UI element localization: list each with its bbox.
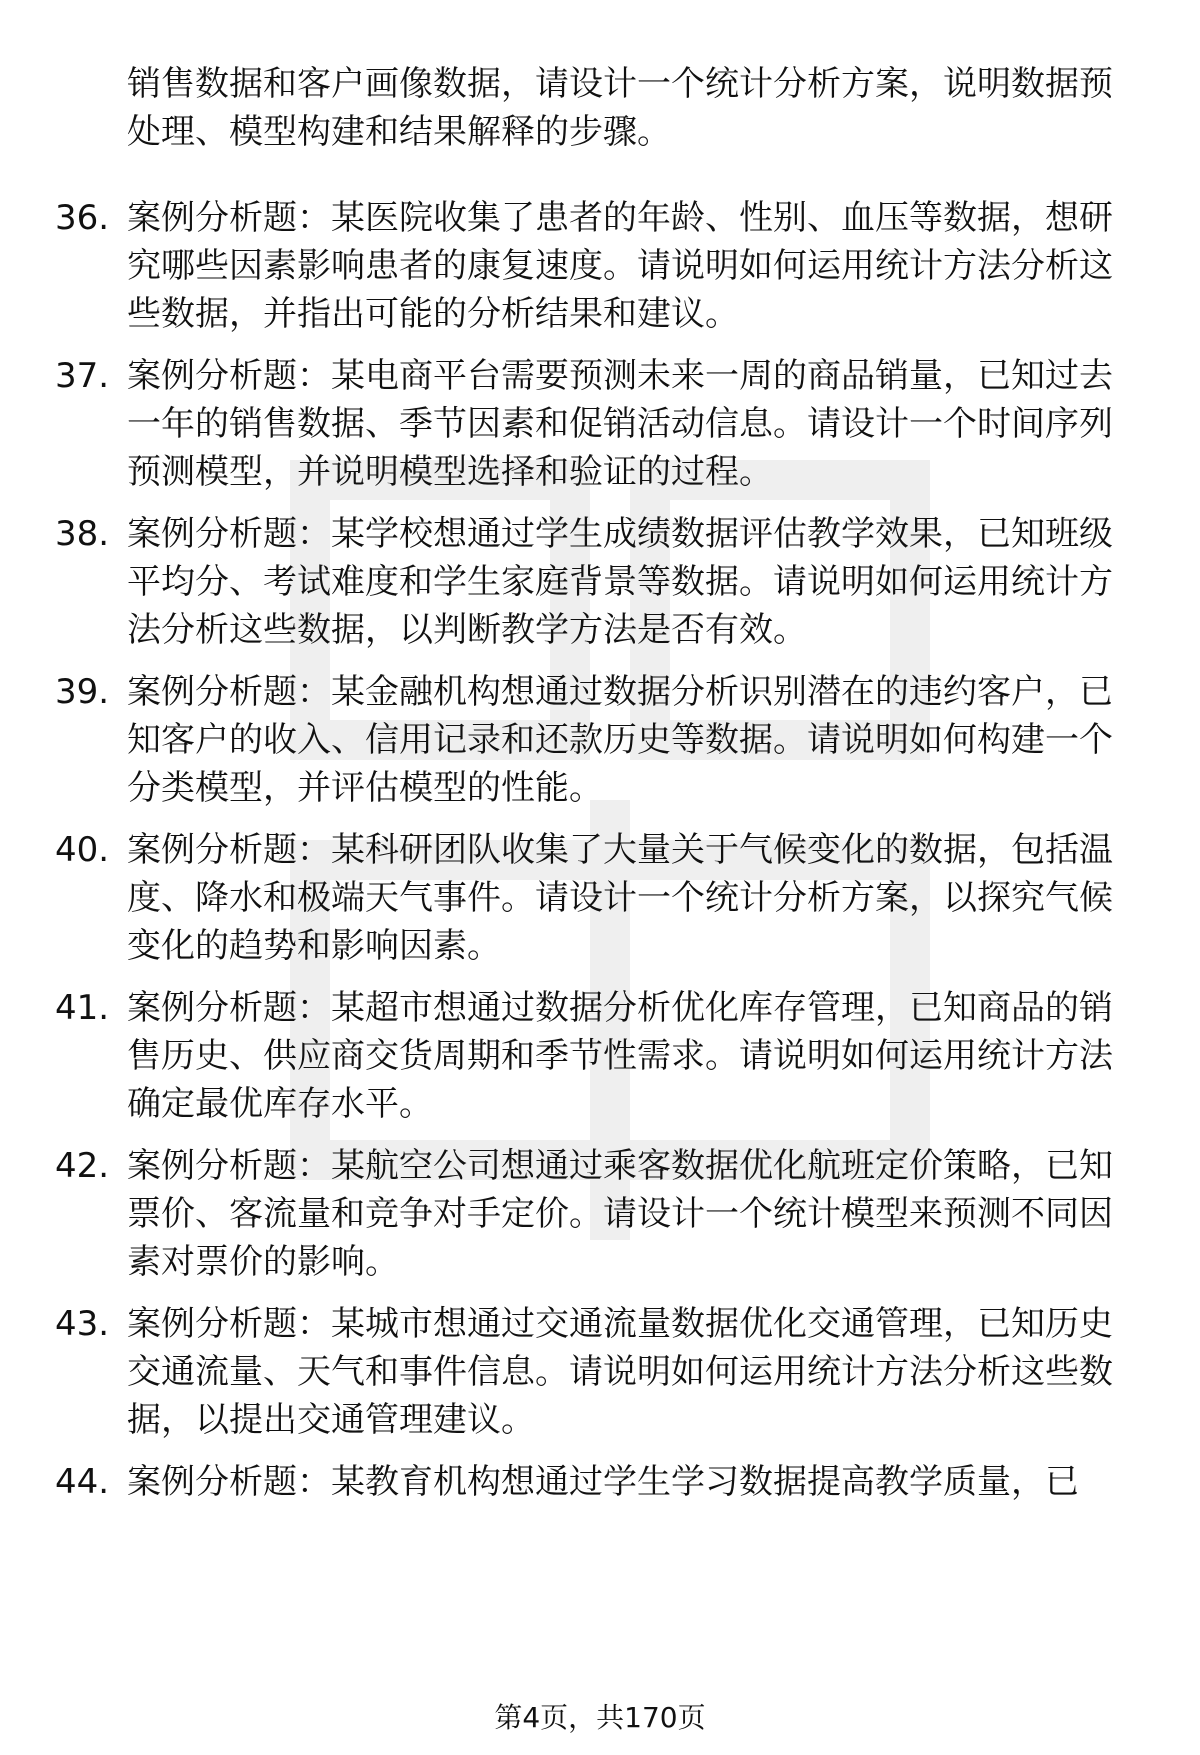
question-text: 案例分析题：某医院收集了患者的年龄、性别、血压等数据，想研究哪些因素影响患者的康复速度。请说明如何运用统计方法分析这些数据，并指出可能的分析结果和建议。	[127, 198, 1113, 334]
question-item	[0, 510, 1200, 655]
question-text: 案例分析题：某金融机构想通过数据分析识别潜在的违约客户，已知客户的收入、信用记录和还款历史等数据。请说明如何构建一个分类模型，并评估模型的性能。	[127, 672, 1113, 808]
question-number: 36.	[55, 198, 110, 238]
question-number: 40.	[55, 830, 110, 870]
question-text: 案例分析题：某航空公司想通过乘客数据优化航班定价策略，已知票价、客流量和竞争对手定价。请设计一个统计模型来预测不同因素对票价的影响。	[127, 1146, 1113, 1282]
question-text: 案例分析题：某教育机构想通过学生学习数据提高教学质量，已	[127, 1462, 1079, 1502]
question-number: 41.	[55, 988, 110, 1028]
question-text: 案例分析题：某科研团队收集了大量关于气候变化的数据，包括温度、降水和极端天气事件。请设计一个统计分析方案，以探究气候变化的趋势和影响因素。	[127, 830, 1113, 966]
question-item	[0, 826, 1200, 971]
question-number: 38.	[55, 514, 110, 554]
question-list	[0, 194, 1200, 1616]
question-number: 39.	[55, 672, 110, 712]
question-item	[0, 194, 1200, 339]
question-item	[0, 1458, 1200, 1603]
question-item	[0, 1142, 1200, 1287]
question-item	[0, 668, 1200, 813]
question-number: 44.	[55, 1462, 110, 1502]
question-text: 案例分析题：某学校想通过学生成绩数据评估教学效果，已知班级平均分、考试难度和学生家庭背景等数据。请说明如何运用统计方法分析这些数据，以判断教学方法是否有效。	[127, 514, 1113, 650]
question-text: 案例分析题：某超市想通过数据分析优化库存管理，已知商品的销售历史、供应商交货周期和季节性需求。请说明如何运用统计方法确定最优库存水平。	[127, 988, 1113, 1124]
lead-paragraph: 销售数据和客户画像数据，请设计一个统计分析方案，说明数据预处理、模型构建和结果解释的步骤。	[127, 64, 1113, 152]
question-number: 42.	[55, 1146, 110, 1186]
question-item	[0, 1300, 1200, 1445]
question-text: 案例分析题：某电商平台需要预测未来一周的商品销量，已知过去一年的销售数据、季节因素和促销活动信息。请设计一个时间序列预测模型，并说明模型选择和验证的过程。	[127, 356, 1113, 492]
page-footer: 第4页，共170页	[494, 1701, 706, 1734]
question-item	[0, 984, 1200, 1129]
question-number: 37.	[55, 356, 110, 396]
question-item	[0, 352, 1200, 497]
question-text: 案例分析题：某城市想通过交通流量数据优化交通管理，已知历史交通流量、天气和事件信息。请说明如何运用统计方法分析这些数据，以提出交通管理建议。	[127, 1304, 1113, 1440]
question-number: 43.	[55, 1304, 110, 1344]
